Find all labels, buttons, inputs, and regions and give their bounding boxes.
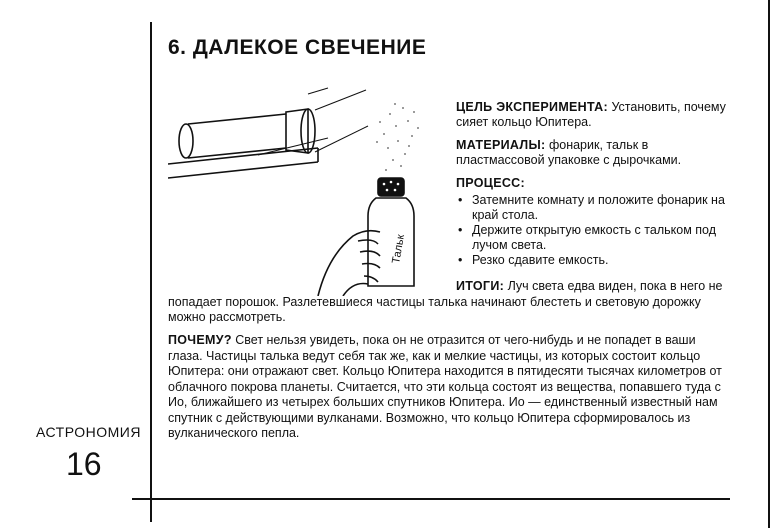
goal-heading: ЦЕЛЬ ЭКСПЕРИМЕНТА:	[456, 100, 608, 114]
process-steps	[456, 193, 736, 268]
process-step: • Затемните комнату и положите фонарик на край стола.	[456, 193, 736, 223]
process-heading: ПРОЦЕСС:	[456, 176, 525, 190]
left-vertical-rule	[150, 22, 152, 522]
process-step: • Держите открытую емкость с тальком под лучом света.	[456, 223, 736, 253]
why-paragraph	[168, 333, 727, 442]
page-title: 6. ДАЛЕКОЕ СВЕЧЕНИЕ	[168, 36, 427, 59]
process-step: • Резко сдавите емкость.	[456, 253, 736, 268]
results-paragraph	[168, 279, 727, 326]
bottom-horizontal-rule	[132, 498, 730, 500]
process-section	[456, 176, 736, 268]
why-text: Свет нельзя увидеть, пока он не отразится от чего-нибудь и не попадет в ваши глаза. Частицы талька ведут себя так же, как и мелкие частицы, из которых состоит кольцо Юпитера: они отражают свет. Кольцо Юпитера находится в пятидесяти тысячах километров от облачного покрова планеты. Считается, что эти кольца состоят из вещества, попавшего туда с Ио, ближайшего из четырех больших спутников Юпитера. Ио — единственный известный нам спутник с действующими вулканами. Возможно, что кольцо Юпитера сформировалось из вулканического пепла.	[168, 333, 722, 440]
materials-text: фонарик, тальк в пластмассовой упаковке с дырочками.	[456, 138, 682, 167]
materials-heading: МАТЕРИАЛЫ:	[456, 138, 546, 152]
experiment-info	[456, 100, 736, 268]
page-number: 16	[66, 446, 102, 482]
bottle-label: Тальк	[390, 233, 408, 265]
materials-paragraph	[456, 138, 736, 168]
section-label: АСТРОНОМИЯ	[36, 424, 141, 440]
why-heading: ПОЧЕМУ?	[168, 333, 232, 347]
goal-text: Установить, почему сияет кольцо Юпитера.	[456, 100, 726, 129]
results-text: Луч света едва виден, пока в него не попадает порошок. Разлетевшиеся частицы талька начинают блестеть и световую дорожку можно рассмотреть.	[168, 279, 723, 324]
flashlight-talc-bottle-illustration	[168, 86, 458, 296]
goal-paragraph	[456, 100, 736, 130]
results-heading: ИТОГИ:	[456, 279, 505, 293]
